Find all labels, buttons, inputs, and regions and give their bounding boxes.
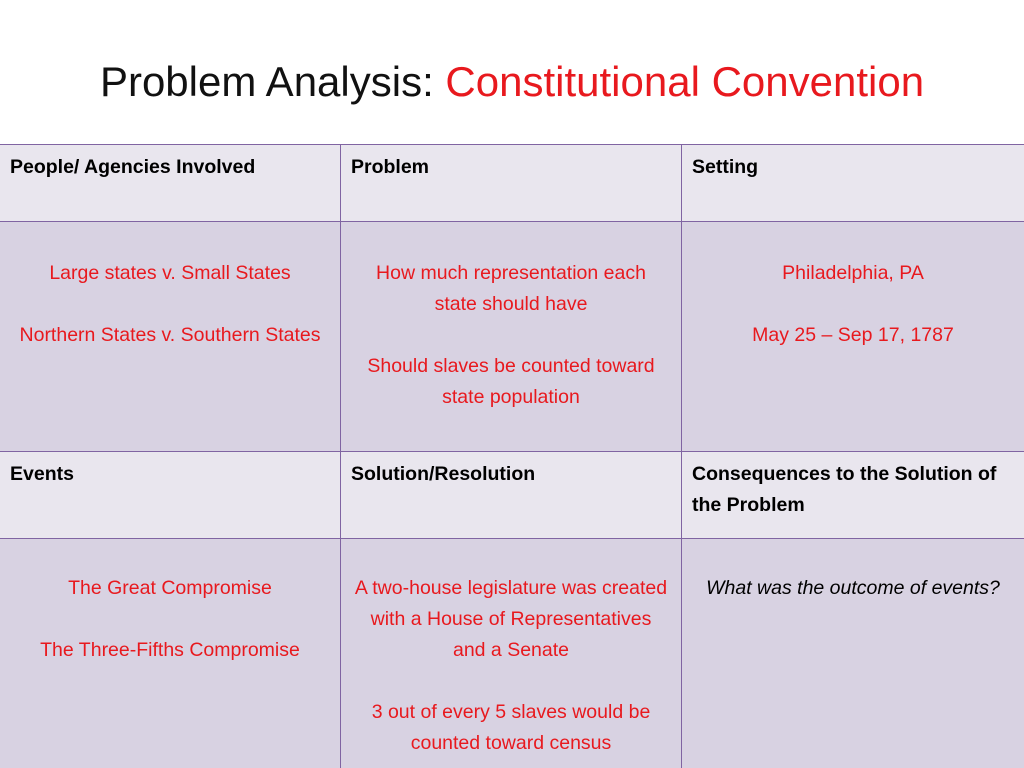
header-label: Consequences to the Solution of the Problem — [692, 463, 997, 516]
header-solution-resolution — [341, 452, 682, 539]
cell-question-text: What was the outcome of events? — [706, 577, 1000, 599]
header-events — [0, 452, 341, 539]
header-label: People/ Agencies Involved — [10, 156, 256, 178]
cell-text: Philadelphia, PA — [782, 262, 924, 284]
cell-text: May 25 – Sep 17, 1787 — [752, 324, 954, 346]
header-label: Problem — [351, 156, 430, 178]
cell-text: How much representation each state should have — [376, 262, 646, 315]
cell-people-agencies — [0, 222, 341, 452]
title-topic: Constitutional Convention — [445, 58, 925, 105]
header-problem — [341, 145, 682, 222]
header-setting — [682, 145, 1024, 222]
header-consequences — [682, 452, 1024, 539]
cell-text: Large states v. Small States — [49, 262, 291, 284]
header-people-agencies — [0, 145, 341, 222]
problem-analysis-table — [0, 144, 1024, 768]
cell-problem — [341, 222, 682, 452]
cell-events — [0, 539, 341, 768]
cell-text: The Great Compromise — [68, 577, 272, 599]
cell-text: The Three-Fifths Compromise — [40, 639, 300, 661]
header-label: Events — [10, 463, 74, 485]
cell-solution-resolution — [341, 539, 682, 768]
header-label: Setting — [692, 156, 759, 178]
cell-consequences — [682, 539, 1024, 768]
cell-text: Should slaves be counted toward state population — [367, 355, 655, 408]
slide-title — [0, 52, 1024, 112]
cell-text: 3 out of every 5 slaves would be counted toward census — [371, 701, 651, 754]
title-prefix: Problem Analysis: — [99, 58, 446, 105]
cell-text: Northern States v. Southern States — [19, 324, 321, 346]
header-label: Solution/Resolution — [351, 463, 536, 485]
cell-text: A two-house legislature was created with a House of Representatives and a Senate — [354, 577, 668, 661]
cell-setting — [682, 222, 1024, 452]
